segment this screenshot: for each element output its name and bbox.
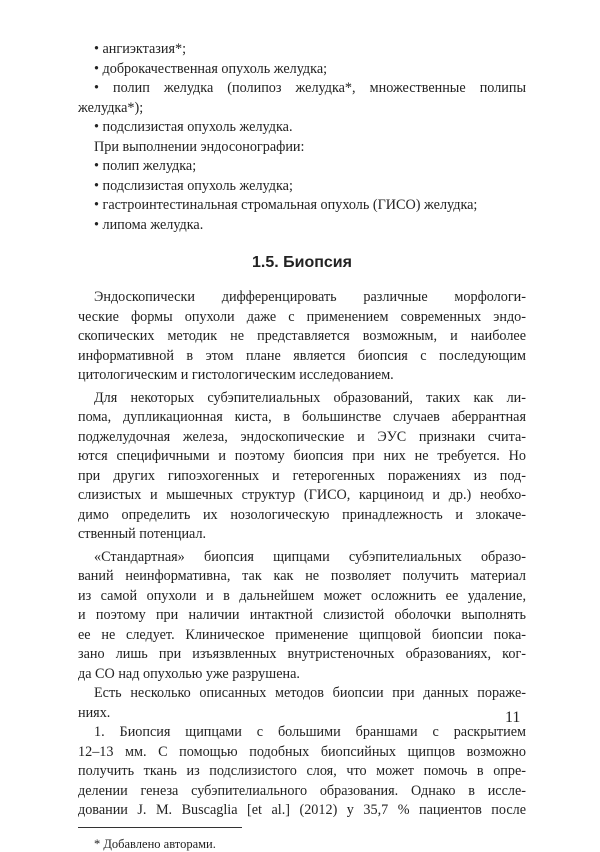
paragraph-line: при других гипоэхогенных и гетерогенных поражениях из под- — [78, 467, 526, 484]
paragraph — [78, 288, 526, 386]
paragraph-line: зано лишь при изъязвленных внутристеночных образованиях, ког- — [78, 646, 526, 662]
footnote-rule — [78, 827, 242, 828]
paragraph-line: ниях. — [78, 704, 111, 721]
paragraph-line: из самой опухоли и в дальнейшем может осложнить ее удаление, — [78, 587, 526, 604]
paragraph-line: цитологическим и гистологическим исследованием. — [78, 367, 394, 383]
paragraph-line: «Стандартная» биопсия щипцами субэпителиальных образо- — [94, 548, 526, 565]
paragraph-line: получить ткань из подслизистого слоя, что может помочь в опре- — [78, 763, 526, 779]
paragraph-line: ческие формы опухоли даже с применением современных эндо- — [78, 308, 526, 325]
list-item: • полип желудка; — [94, 158, 197, 174]
paragraph-line: ее не следует. Клиническое применение щипцовой биопсии пока- — [78, 626, 526, 643]
paragraph — [78, 723, 526, 821]
paragraph-line: делении генеза субэпителиального образования. Однако в иссле- — [78, 782, 526, 799]
paragraph-line: пома, дупликационная киста, в большинстве случаев аберрантная — [78, 409, 526, 425]
paragraph-line: 12–13 мм. С помощью подобных биопсийных щипцов возможно — [78, 743, 526, 760]
paragraph-line: и поэтому при наличии интактной слизистой оболочки выполнять — [78, 607, 526, 623]
paragraph-line: ственный потенциал. — [78, 526, 207, 542]
list-item: • подслизистая опухоль желудка; — [94, 177, 293, 194]
paragraph-line: ются специфичными и поэтому биопсия при них не требуется. Но — [78, 448, 526, 464]
paragraph — [78, 548, 526, 685]
paragraph-line: информативной в этом плане является биопсия с последующим — [78, 347, 526, 364]
paragraph-line: Есть несколько описанных методов биопсии при данных пораже- — [94, 685, 526, 701]
list-item: • подслизистая опухоль желудка. — [94, 119, 293, 135]
list-item: • липома желудка. — [94, 216, 204, 233]
footnote: * Добавлено авторами. — [94, 836, 216, 851]
bullet-list-eus — [78, 157, 526, 235]
list-item-continuation: желудка*); — [78, 99, 144, 116]
paragraph-line: ваний неинформативна, так как не позволяет получить материал — [78, 568, 526, 584]
section-title: 1.5. Биопсия — [252, 254, 352, 271]
list-item: • доброкачественная опухоль желудка; — [94, 60, 328, 77]
paragraph-line: Эндоскопически дифференцировать различные морфологи- — [94, 289, 526, 305]
paragraph — [78, 389, 526, 545]
paragraph-line: димо определить их нозологическую принадлежность и злокаче- — [78, 506, 526, 523]
paragraph-line: слизистых и мышечных структур (ГИСО, карциноид и др.) необхо- — [78, 487, 526, 503]
paragraph-line: поджелудочная железа, эндоскопические и ЭУС признаки счита- — [78, 428, 526, 445]
paragraph-line: да СО над опухолью уже разрушена. — [78, 665, 300, 682]
list-item: • ангиэктазия*; — [94, 41, 187, 57]
paragraph-line: довании J. M. Buscaglia [et al.] (2012) у 35,7 % пациентов после — [78, 802, 526, 818]
eus-intro: При выполнении эндосонографии: — [94, 138, 305, 155]
paragraph-line: 1. Биопсия щипцами с большими браншами с раскрытием — [94, 724, 526, 740]
paragraph — [78, 684, 526, 723]
page-number: 11 — [505, 709, 521, 726]
page-body — [78, 40, 526, 852]
paragraph-line: скопических методик не представляется возможным, и наиболее — [78, 328, 526, 344]
list-item: • полип желудка (полипоз желудка*, множественные полипы — [94, 80, 526, 96]
paragraph-line: Для некоторых субэпителиальных образований, таких как ли- — [94, 389, 526, 406]
list-item: • гастроинтестинальная стромальная опухоль (ГИСО) желудка; — [94, 197, 478, 213]
bullet-list-top — [78, 40, 526, 138]
